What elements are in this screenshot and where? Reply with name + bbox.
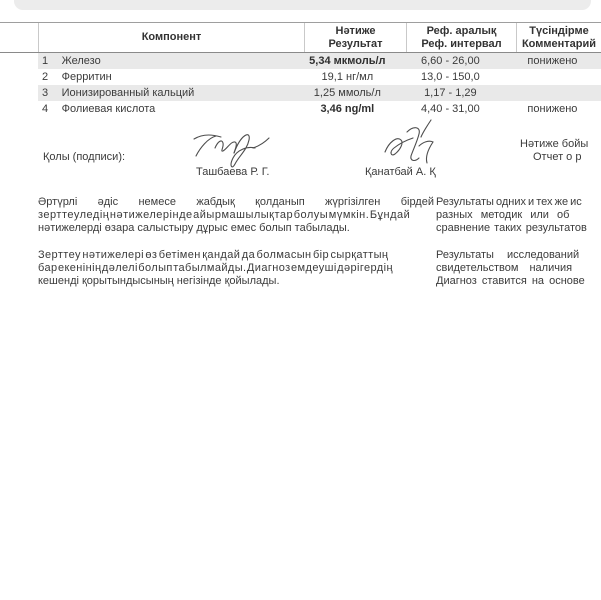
component-name: Железо [61, 55, 101, 67]
header-number-spacer [0, 23, 38, 52]
table-row [0, 101, 601, 117]
disclaimer-line: Зерттеу нәтижелері өз бетімен қандай да болмасын бір сырқаттың [38, 248, 389, 261]
results-table [0, 22, 601, 117]
report-note-line2: Отчет о р [533, 151, 582, 163]
ref-interval-value: 1,17 - 1,29 [424, 87, 477, 99]
table-row [0, 53, 601, 69]
header-ref-interval: Реф. аралық Реф. интервал [407, 23, 517, 52]
header-component: Компонент [38, 23, 305, 52]
table-header-row [0, 22, 601, 53]
row-number: 2 [42, 71, 49, 83]
table-row [0, 85, 601, 101]
disclaimer-line: нәтижелерді өзара салыстыру дұрыс емес болып табылады. [38, 222, 350, 235]
result-value: 3,46 ng/ml [320, 103, 375, 115]
disclaimer-line: Результаты исследований [436, 248, 580, 261]
table-row [0, 69, 601, 85]
header-result: Нәтиже Результат [305, 23, 407, 52]
disclaimer-line: Әртүрлі әдіс немесе жабдық қолданып жүргізілген бірдей [38, 196, 434, 208]
disclaimer-line: зерттеуледің нәтижелерінде айырмашылықтар болуы мүмкін. Бұндай [38, 209, 411, 222]
disclaimer-line: Результаты одних и тех же ис [436, 196, 582, 208]
result-value: 5,34 мкмоль/л [309, 55, 386, 67]
signer-1-name: Ташбаева Р. Г. [196, 166, 270, 178]
row-number: 1 [42, 55, 49, 67]
comment-value: понижено [527, 103, 578, 115]
disclaimer-kazakh [38, 196, 434, 288]
result-value: 19,1 нг/мл [321, 71, 374, 83]
component-name: Ионизированный кальций [61, 87, 195, 99]
ref-interval-value: 6,60 - 26,00 [421, 55, 480, 67]
report-note-line1: Нәтиже бойы [520, 138, 589, 150]
disclaimer-line: бар екенінің дәлелі болып табылмайды. Диагноз емдеуші дәрігердің [38, 261, 393, 274]
signer-2-name: Қанатбай А. Қ [365, 166, 436, 178]
header-comment: Түсіндірме Комментарий [521, 24, 597, 50]
component-name: Ферритин [61, 71, 112, 83]
disclaimer-line: свидетельством наличия [436, 261, 573, 274]
row-number: 3 [42, 87, 49, 99]
disclaimer-line: разных методик или об [436, 209, 570, 222]
report-note [520, 138, 588, 164]
comment-value: понижено [527, 55, 578, 67]
component-name: Фолиевая кислота [61, 103, 156, 115]
disclaimer-russian [436, 196, 587, 288]
row-number: 4 [42, 103, 49, 115]
disclaimer-line: кешенді қорытындысының негізінде қойылады. [38, 275, 280, 288]
signature-label: Қолы (подписи): [43, 151, 126, 163]
top-panel-edge [14, 0, 591, 10]
disclaimer-line: сравнение таких результатов [436, 222, 587, 235]
ref-interval-value: 4,40 - 31,00 [421, 103, 480, 115]
disclaimer-line: Диагноз ставится на основе [436, 275, 585, 288]
ref-interval-value: 13,0 - 150,0 [421, 71, 480, 83]
result-value: 1,25 ммоль/л [313, 87, 381, 99]
